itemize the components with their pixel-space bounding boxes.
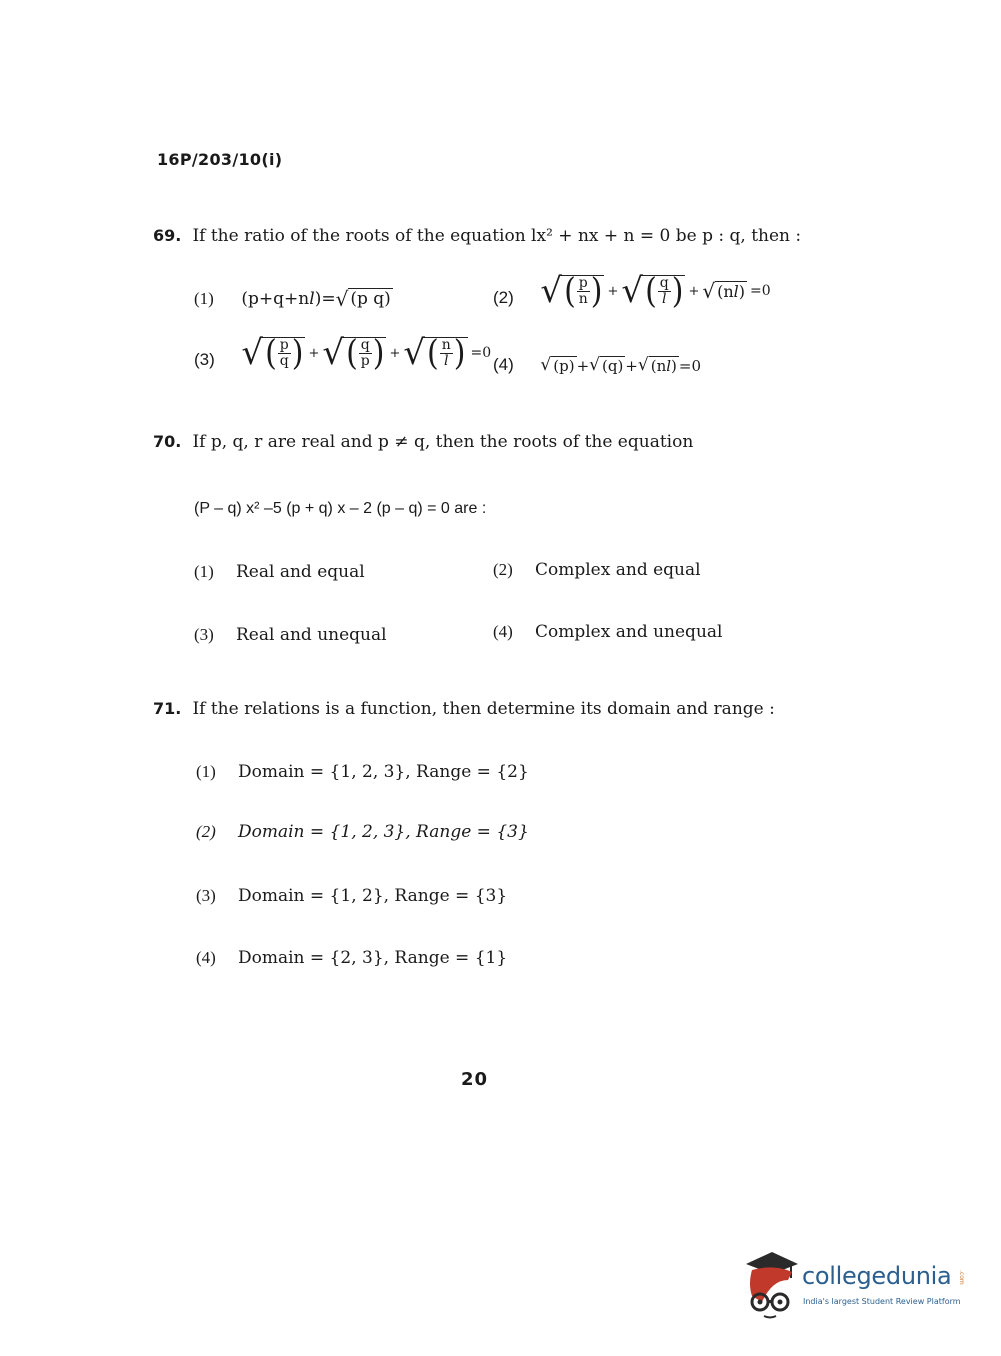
question-number: 71. bbox=[153, 699, 182, 718]
option-label: Domain = {2, 3}, Range = {1} bbox=[238, 948, 508, 968]
question-69 bbox=[153, 226, 801, 246]
option-number: (3) bbox=[196, 886, 216, 905]
q70-option-2[interactable] bbox=[493, 560, 701, 580]
option-expression: (p+q+n l )= √ (p q) bbox=[241, 286, 391, 311]
option-number: (2) bbox=[196, 822, 216, 841]
option-number: (4) bbox=[493, 622, 513, 641]
question-71 bbox=[153, 699, 775, 719]
question-text: If the ratio of the roots of the equation lx² + nx + n = 0 be p : q, then : bbox=[192, 226, 802, 246]
q70-option-1[interactable] bbox=[194, 562, 365, 582]
collegedunia-mascot-icon bbox=[742, 1250, 802, 1322]
question-text: If the relations is a function, then determine its domain and range : bbox=[192, 699, 775, 719]
question-70 bbox=[153, 432, 693, 452]
q71-option-1[interactable] bbox=[196, 762, 529, 782]
question-number: 70. bbox=[153, 432, 182, 451]
q70-equation: (P – q) x² –5 (p + q) x – 2 (p – q) = 0 are : bbox=[194, 500, 487, 517]
option-number: (4) bbox=[493, 355, 514, 374]
option-label: Real and equal bbox=[236, 562, 365, 582]
option-label: Complex and equal bbox=[535, 560, 701, 580]
page-number: 20 bbox=[461, 1069, 489, 1090]
brand-tld: .com bbox=[958, 1270, 965, 1285]
option-number: (3) bbox=[194, 349, 215, 369]
option-number: (3) bbox=[194, 625, 214, 644]
option-number: (1) bbox=[196, 762, 216, 781]
q69-option-4[interactable] bbox=[493, 355, 701, 375]
q69-option-1[interactable] bbox=[194, 288, 393, 309]
q69-option-3[interactable] bbox=[194, 332, 492, 374]
option-expression: √ ( $\frac{p}{q}$ ) + √ ( $\frac{q}{p}$ ) + √ ( $\frac{n}{l}$ ) =0 bbox=[241, 332, 492, 374]
option-label: Domain = {1, 2, 3}, Range = {2} bbox=[238, 762, 529, 782]
option-label: Domain = {1, 2}, Range = {3} bbox=[238, 886, 508, 906]
option-number: (1) bbox=[194, 288, 214, 308]
option-number: (4) bbox=[196, 948, 216, 967]
paper-code: 16P/203/10(i) bbox=[157, 150, 283, 169]
question-text: If p, q, r are real and p ≠ q, then the roots of the equation bbox=[192, 432, 694, 452]
brand-name: collegedunia bbox=[802, 1262, 952, 1290]
q71-option-2[interactable] bbox=[196, 822, 529, 842]
q70-option-4[interactable] bbox=[493, 622, 722, 642]
option-label: Real and unequal bbox=[236, 625, 387, 645]
brand-tagline: India's largest Student Review Platform bbox=[803, 1297, 961, 1306]
question-number: 69. bbox=[153, 226, 182, 245]
option-number: (2) bbox=[493, 287, 514, 307]
q69-option-2[interactable] bbox=[493, 270, 771, 312]
q71-option-3[interactable] bbox=[196, 886, 507, 906]
option-expression: √ (p) + √ (q) + √ (nl) =0 bbox=[540, 355, 702, 375]
option-number: (1) bbox=[194, 562, 214, 581]
q70-option-3[interactable] bbox=[194, 625, 387, 645]
q71-option-4[interactable] bbox=[196, 948, 507, 968]
option-label: Complex and unequal bbox=[535, 622, 723, 642]
option-label: Domain = {1, 2, 3}, Range = {3} bbox=[238, 822, 529, 842]
option-number: (2) bbox=[493, 560, 513, 579]
option-expression: √ ( $\frac{p}{n}$ ) + √ ( $\frac{q}{l}$ ) + √ (nl) =0 bbox=[540, 270, 771, 312]
